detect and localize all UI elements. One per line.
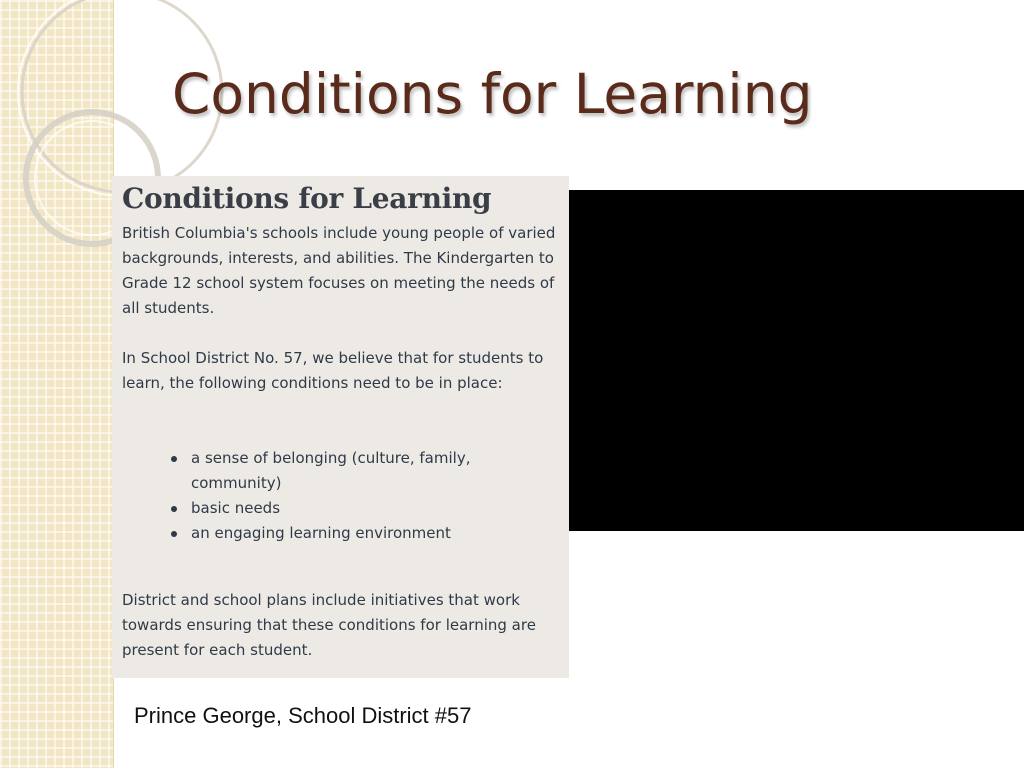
slide-title: Conditions for Learning xyxy=(172,62,813,126)
web-clipping-image xyxy=(112,176,569,678)
list-item: an engaging learning environment xyxy=(191,521,559,546)
clipping-paragraph-2: In School District No. 57, we believe that for students to learn, the following conditions need to be in place: xyxy=(122,349,544,392)
list-item: a sense of belonging (culture, family, community) xyxy=(191,446,559,496)
source-caption: Prince George, School District #57 xyxy=(134,703,472,728)
clipping-heading: Conditions for Learning xyxy=(122,182,492,215)
list-item: basic needs xyxy=(191,496,559,521)
clipping-paragraph-1: British Columbia's schools include young people of varied backgrounds, interests, and abilities. The Kindergarten to Grade 12 school system focuses on meeting the needs of all students. xyxy=(122,224,556,317)
clipping-paragraph-3: District and school plans include initiatives that work towards ensuring that these conditions for learning are present for each student. xyxy=(122,591,536,659)
video-placeholder[interactable] xyxy=(569,190,1024,531)
conditions-list xyxy=(122,446,559,546)
